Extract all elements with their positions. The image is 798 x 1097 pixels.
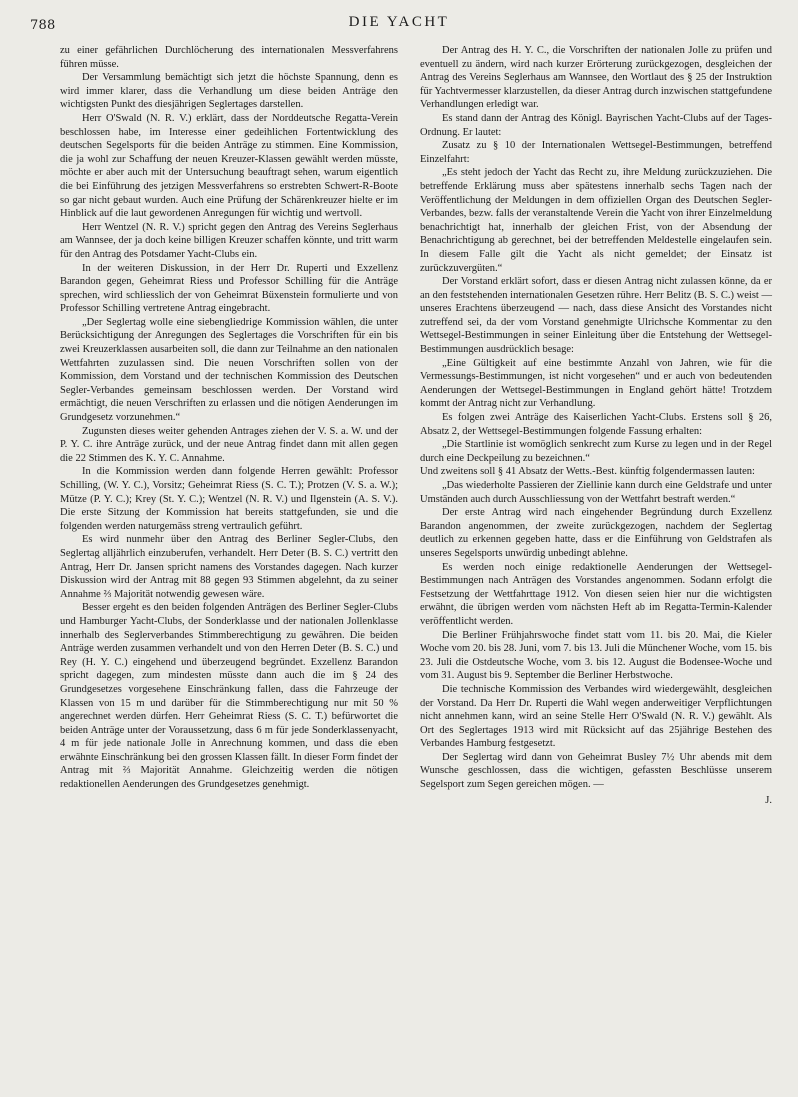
paragraph: Es werden noch einige redaktionelle Aenderungen der Wettsegel-Bestimmungen nach Anträgen des Vorstandes angenommen. Sodann erfolgt die Festsetzung der Wettfahrttage 1912. Von diesen seien hier nur die wichtigsten erwähnt, die übrigen werden vom nächsten Heft ab im Regatta-Termin-Kalender veröffentlicht werden. — [420, 561, 772, 627]
paragraph: Der Antrag des H. Y. C., die Vorschriften der nationalen Jolle zu prüfen und eventuell zu ändern, wird nach kurzer Erörterung zurückgezogen, desgleichen der Antrag des Vereins Seglerhaus am Wannsee, den Wortlaut des § 25 der Instruktion für Yachtvermesser klarzustellen, da dieser Antrag durch inzwischen stattgefundene Verhandlungen erledigt war. — [420, 45, 772, 111]
paragraph: Der Versammlung bemächtigt sich jetzt die höchste Spannung, denn es wird immer klarer, dass die Verhandlung um diese beiden Anträge den wichtigsten Punkt des diesjährigen Seglertages darstellen. — [60, 72, 398, 111]
paragraph: Die Berliner Frühjahrswoche findet statt vom 11. bis 20. Mai, die Kieler Woche vom 20. bis 28. Juni, vom 7. bis 13. Juli die Münchener Woche, vom 15. bis 23. Juli die Ostdeutsche Woche, vom 3. bis 12. August die Bodensee-Woche und vom 31. August bis 9. September die Berliner Herbstwoche. — [420, 629, 772, 682]
paragraph: Die technische Kommission des Verbandes wird wiedergewählt, desgleichen der Vorstand. Da Herr Dr. Ruperti die Wahl wegen anderweitiger Verpflichtungen nicht annehmen kann, wird an seine Stelle Herr O'Swald (N. R. V.) gewählt. Als Ort des Seglertages 1913 wird mit Rücksicht auf das 25jährige Bestehen des Verbandes Hamburg festgesetzt. — [420, 683, 772, 750]
paragraph: Es folgen zwei Anträge des Kaiserlichen Yacht-Clubs. Erstens soll § 26, Absatz 2, der Wettsegel-Bestimmungen folgende Fassung erhalten: — [420, 412, 772, 437]
quoted-motion: „Der Seglertag wolle eine siebengliedrige Kommission wählen, die unter Berücksichtigung der Anregungen des Seglertages die Vorschriften für ein bis zwei Kreuzerklassen ausarbeiten soll, die dann zur Teilnahme an den nationalen Wettfahrten zuzulassen sind. Die neuen Vorschriften sollen von der Kommission, dem Vorstand und der technischen Kommission des Deutschen Segler-Verbandes gemeinsam beschlossen werden. Der Vorstand wird ermächtigt, die neuen Verschriften zu erlassen und die nötigen Aenderungen im Grundgesetz vorzunehmen.“ — [60, 316, 398, 424]
quoted-motion: „Das wiederholte Passieren der Ziellinie kann durch eine Geldstrafe und unter Umständen auch durch Ausschliessung von der Wettfahrt bestraft werden.“ — [420, 480, 772, 505]
paragraph: Der Vorstand erklärt sofort, dass er diesen Antrag nicht zulassen könne, da er an den feststehenden internationalen Gesetzen rühre. Herr Belitz (B. S. C.) weist — unseres Erachtens überzeugend — nach, dass diese Ansicht des Vorstandes nicht zutreffend sei, da der vom Vorstand genehmigte Ulrichsche Kommentar zu den Wettsegel-Bestimmungen in seiner Einleitung über die Entstehung der Wettsegel-Bestimmungen ausdrücklich besage: — [420, 276, 772, 356]
quoted-motion: „Es steht jedoch der Yacht das Recht zu, ihre Meldung zurückzuziehen. Die betreffende Erklärung muss aber spätestens innerhalb sechs Tagen nach der Veröffentlichung der Meldungen in dem offiziellen Organ des Deutschen Segler-Verbandes, bezw. falls der veranstaltende Verein die Yacht von ihrer Einzelmeldung benachrichtigt hat, innerhalb der gleichen Frist, von der Absendung der Benachrichtigung ab gerechnet, bei der betreffenden Meldestelle eingelaufen sein. In diesem Falle gilt die Yacht als nicht gemeldet; der Einsatz ist zurückzuvergüten.“ — [420, 167, 772, 274]
paragraph: Zugunsten dieses weiter gehenden Antrages ziehen der V. S. a. W. und der P. Y. C. ihre Anträge zurück, und der neue Antrag findet dann mit allen gegen die 22 Stimmen des K. Y. C. Annahme. — [60, 425, 398, 464]
paragraph: Herr O'Swald (N. R. V.) erklärt, dass der Norddeutsche Regatta-Verein beschlossen habe, im Interesse einer gedeihlichen Fortentwicklung des deutschen Segelsports für die beiden Anträge zu stimmen. Eine Kommission, die ja wohl zur Schaffung der neuen Kreuzer-Klassen gewählt werden müsste, möchte er aber auch mit der Untersuchung beauftragt sehen, warum eigentlich die bei Einführung des jetzigen Messverfahrens so erstrebten Schwert-R-Boote so gar nicht gebaut wurden. Auch eine Prüfung der Schärenkreuzer hielte er im Hinblick auf die laut gewordenen Anregungen für wichtig und wertvoll. — [60, 112, 398, 220]
paragraph: Und zweitens soll § 41 Absatz der Wetts.-Best. künftig folgendermassen lauten: — [420, 466, 755, 478]
quoted-motion: „Eine Gültigkeit auf eine bestimmte Anzahl von Jahren, wie für die Vermessungs-Bestimmungen, ist nicht vorgesehen“ und er auch von bedeutenden Aenderungen der Wettsegel-Bestimmungen in England gehört hätte! Trotzdem kommt der Antrag nicht zur Verhandlung. — [420, 357, 772, 410]
quoted-motion: „Die Startlinie ist womöglich senkrecht zum Kurse zu legen und in der Regel durch eine Deckpeilung zu bezeichnen.“ — [420, 439, 772, 464]
left-column — [60, 44, 398, 792]
paragraph: Es wird nunmehr über den Antrag des Berliner Segler-Clubs, den Seglertag alljährlich einzuberufen, verhandelt. Herr Deter (B. S. C.) vertritt den Antrag, Herr Dr. Jansen spricht namens des Vorstandes dagegen. Nach kurzer Diskussion wird der Antrag mit 88 gegen 93 Stimmen abgelehnt, da zu seiner Annahme ⅔ Majorität notwendig gewesen wäre. — [60, 534, 398, 600]
paragraph: Es stand dann der Antrag des Königl. Bayrischen Yacht-Clubs auf der Tages-Ordnung. Er lautet: — [420, 112, 772, 138]
paragraph: Zusatz zu § 10 der Internationalen Wettsegel-Bestimmungen, betreffend Einzelfahrt: — [420, 140, 772, 165]
paragraph: Der Seglertag wird dann von Geheimrat Busley 7½ Uhr abends mit dem Wunsche geschlossen, dass die wichtigen, gefassten Beschlüsse unserem Segelsport zum Segen gereichen mögen. — — [420, 751, 772, 791]
paragraph: Der erste Antrag wird nach eingehender Begründung durch Exzellenz Barandon angenommen, der zweite zurückgezogen, nachdem der Seglertag deutlich zu erkennen gegeben hatte, dass er die Einführung von Geldstrafen als unseres Segelsports unwürdig unbedingt ablehne. — [420, 507, 772, 559]
paragraph: zu einer gefährlichen Durchlöcherung des internationalen Messverfahrens führen müsse. — [60, 45, 398, 70]
paragraph: In die Kommission werden dann folgende Herren gewählt: Professor Schilling, (W. Y. C.), Vorsitz; Geheimrat Riess (S. C. T.); Protzen (V. S. a. W.); Mütze (P. Y. C.); Krey (St. Y. C.); Wentzel (N. R. V.) und Ilgenstein (A. S. V.). Die erste Sitzung der Kommission hat bereits stattgefunden, sie und die folgenden werden naturgemäss streng vertraulich geführt. — [60, 466, 398, 532]
paragraph: Besser ergeht es den beiden folgenden Anträgen des Berliner Segler-Clubs und Hamburger Yacht-Clubs, der Sonderklasse und der nationalen Jollenklasse innerhalb des Seglerverbandes Stimmberechtigung zu gewähren. Die beiden Anträge werden zusammen verhandelt und von den Herren Deter (B. S. C.) und Rey (H. Y. C.) eingehend und überzeugend begründet. Exzellenz Barandon spricht dagegen, zum mindesten müsste dann auch die im § 24 des Grundgesetzes vorgesehene Einschränkung fallen, dass die Fahrzeuge der Klassen von 15 m und darüber für die Stimmberechtigung nur mit 50 % angerechnet werden dürfen. Herr Geheimrat Riess (S. C. T.) befürwortet die beiden Anträge unter der Voraussetzung, dass 6 m für jede Sonderklassenyacht, 4 m für jede nationale Jolle in Anrechnung kommen, und dass die eben erwähnte Einschränkung bei den grossen Klassen fällt. In dieser Form findet der Antrag mit ⅔ Majorität Annahme. Gleichzeitig werden die nötigen redaktionellen Aenderungen des Grundgesetzes genehmigt. — [60, 602, 398, 791]
paragraph: In der weiteren Diskussion, in der Herr Dr. Ruperti und Exzellenz Barandon gegen, Geheimrat Riess und Professor Schilling für die Anträge sprechen, wird schliesslich der von Geheimrat Büxenstein formulierte und von Professor Schilling vertretene Antrag eingebracht. — [60, 262, 398, 315]
paragraph: Herr Wentzel (N. R. V.) spricht gegen den Antrag des Vereins Seglerhaus am Wannsee, der ja doch keine billigen Kreuzer schaffen könnte, und tritt warm für den Antrag des Potsdamer Yacht-Clubs ein. — [60, 221, 398, 260]
page-number: 788 — [30, 18, 56, 33]
right-column — [420, 44, 772, 807]
author-signature: J. — [765, 794, 772, 806]
running-title: DIE YACHT — [348, 14, 450, 30]
